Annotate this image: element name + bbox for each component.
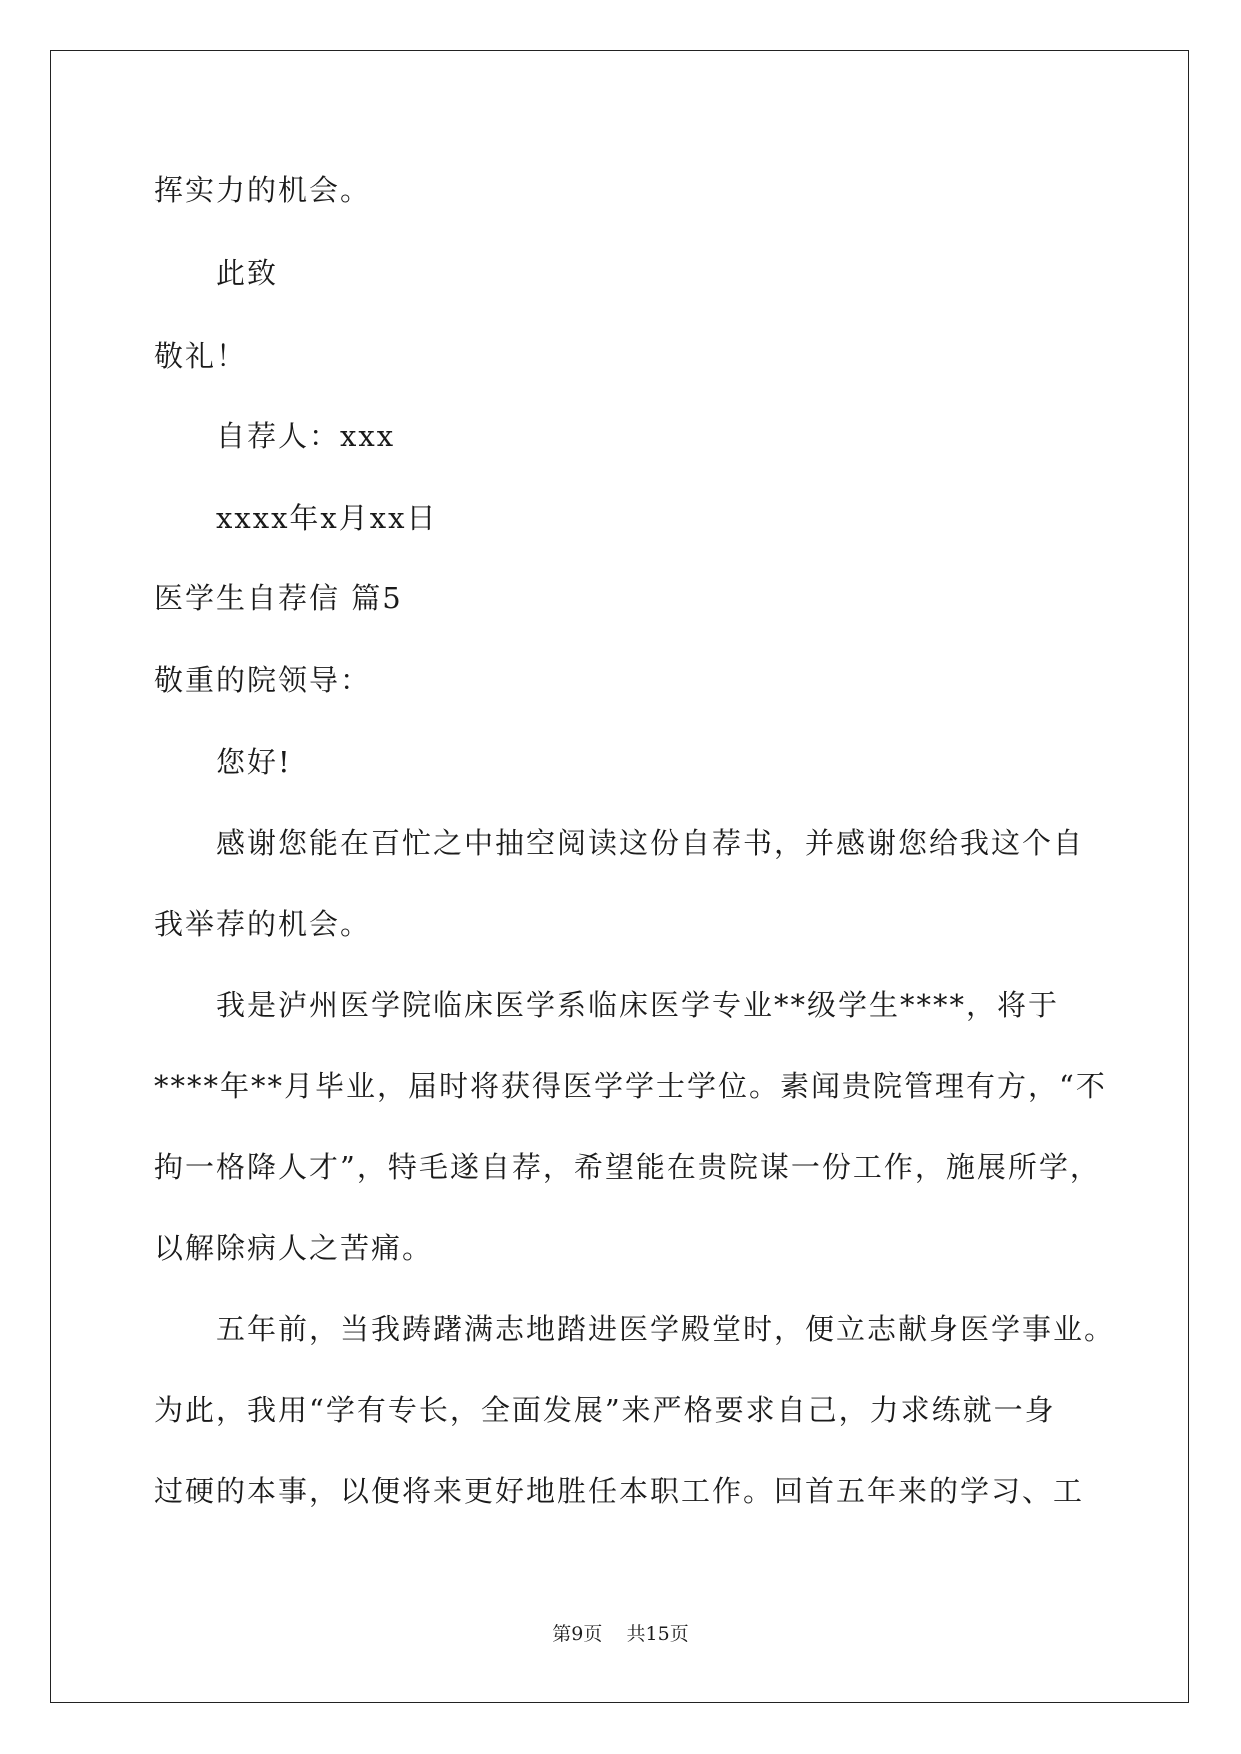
signature-line: 自荐人：xxx: [216, 419, 396, 453]
text-line: 挥实力的机会。: [154, 173, 372, 207]
text-line: 拘一格降人才”，特毛遂自荐，希望能在贵院谋一份工作，施展所学，: [154, 1150, 1101, 1184]
section-heading: 医学生自荐信 篇5: [154, 581, 403, 615]
page-number: 第9页 共15页: [552, 1623, 689, 1645]
date-line: xxxx年x月xx日: [216, 501, 438, 535]
text-line: 感谢您能在百忙之中抽空阅读这份自荐书，并感谢您给我这个自: [216, 826, 1085, 860]
text-line: 为此，我用“学有专长，全面发展”来严格要求自己，力求练就一身: [154, 1393, 1056, 1427]
hello-line: 您好!: [216, 745, 292, 779]
text-line: ****年**月毕业，届时将获得医学学士学位。素闻贵院管理有方，“不: [154, 1069, 1107, 1103]
closing-regards: 敬礼！: [154, 339, 248, 373]
page-border: [50, 50, 1189, 1703]
text-line: 我是泸州医学院临床医学系临床医学专业**级学生****，将于: [216, 988, 1060, 1022]
greeting: 敬重的院领导：: [154, 663, 372, 697]
text-line: 我举荐的机会。: [154, 907, 372, 941]
text-line: 五年前，当我踌躇满志地踏进医学殿堂时，便立志献身医学事业。: [216, 1312, 1116, 1346]
closing-salutation: 此致: [216, 256, 279, 290]
text-line: 以解除病人之苦痛。: [154, 1231, 434, 1265]
text-line: 过硬的本事，以便将来更好地胜任本职工作。回首五年来的学习、工: [154, 1474, 1085, 1508]
